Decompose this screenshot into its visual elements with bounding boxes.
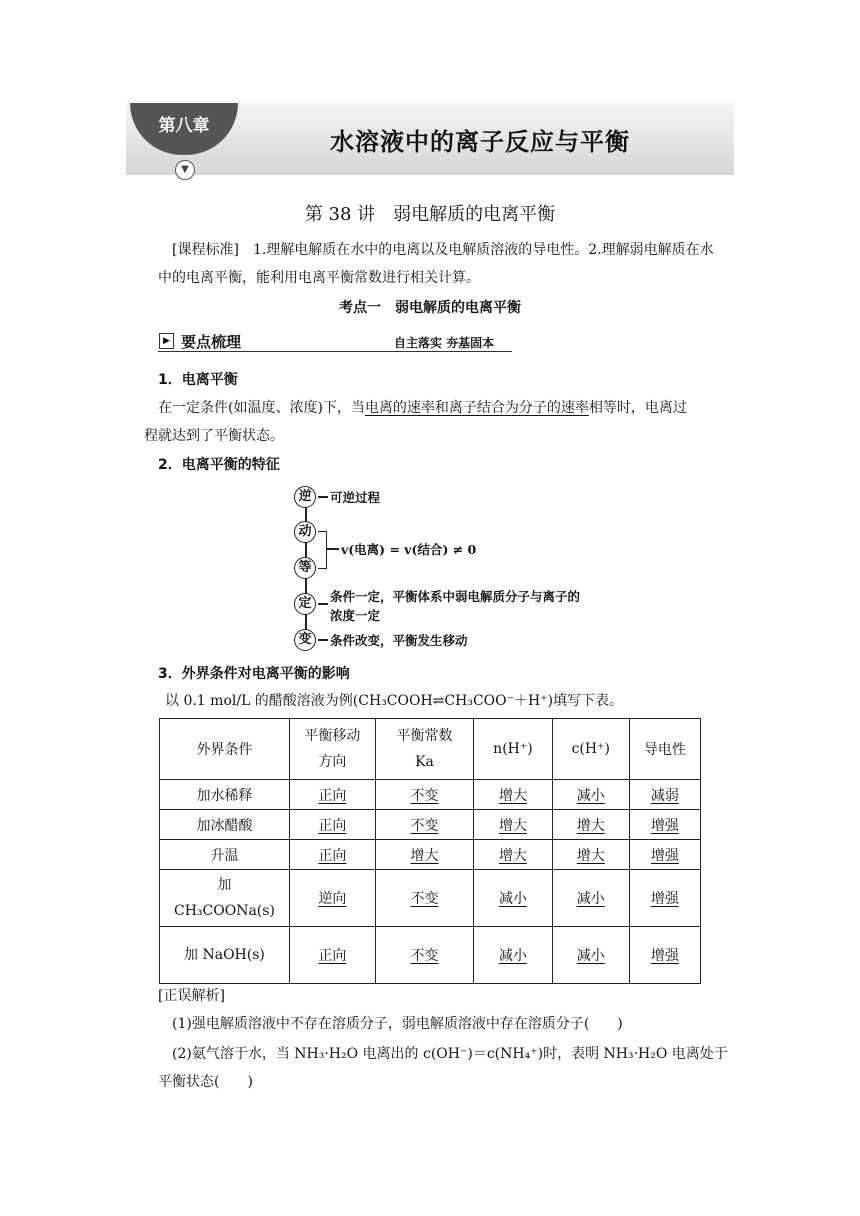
table-row — [160, 840, 701, 870]
table-cell: 不变 — [375, 927, 473, 984]
table-cell: 加 CH₃COONa(s) — [160, 870, 290, 927]
course-standards — [158, 236, 738, 292]
section-title: 要点梳理 — [181, 333, 242, 351]
circle-ni: 逆 — [294, 486, 316, 508]
desc-ni: 可逆过程 — [330, 490, 381, 505]
connector-bian — [318, 639, 328, 641]
item1-line1-post: 相等时，电离过 — [588, 400, 687, 416]
table-cell: 增强 — [629, 870, 700, 927]
table-cell: 增大 — [474, 810, 553, 840]
question-2-line1: (2)氨气溶于水，当 NH₃·H₂O 电离出的 c(OH⁻)＝c(NH₄⁺)时，表明 NH₃·H₂O 电离处于 — [172, 1046, 728, 1062]
table-row — [160, 870, 701, 927]
bracket-dong-deng — [318, 531, 327, 569]
circle-dong: 动 — [294, 521, 316, 543]
connector-dong-deng — [327, 548, 339, 550]
table-cell: 不变 — [375, 810, 473, 840]
desc-bian: 条件改变，平衡发生移动 — [330, 633, 468, 648]
table-cell: 逆向 — [289, 870, 375, 927]
table-cell: 正向 — [289, 927, 375, 984]
question-2-line2: 平衡状态( ) — [158, 1074, 253, 1090]
standards-label: [课程标准] — [172, 242, 239, 258]
item3-heading: 3．外界条件对电离平衡的影响 — [158, 666, 350, 682]
table-cell: 增强 — [629, 810, 700, 840]
table-cell: 正向 — [289, 810, 375, 840]
connector-ni — [318, 496, 328, 498]
table-cell: 减小 — [552, 927, 629, 984]
header-conductivity: 导电性 — [629, 719, 700, 780]
header-ka: 平衡常数 Ka — [375, 719, 473, 780]
chapter-title: 水溶液中的离子反应与平衡 — [330, 128, 630, 156]
circle-deng: 等 — [294, 557, 316, 579]
table-cell: 升温 — [160, 840, 290, 870]
circle-bian: 变 — [294, 629, 316, 651]
circle-ding: 定 — [294, 593, 316, 615]
equilibrium-table — [159, 718, 701, 984]
standards-text-1: 1.理解电解质在水中的电离以及电解质溶液的导电性。2.理解弱电解质在水 — [252, 242, 714, 258]
table-cell: 加冰醋酸 — [160, 810, 290, 840]
table-cell: 加水稀释 — [160, 780, 290, 810]
table-cell: 减小 — [474, 870, 553, 927]
table-row — [160, 780, 701, 810]
table-row — [160, 810, 701, 840]
table-cell: 不变 — [375, 870, 473, 927]
table-cell: 减小 — [474, 927, 553, 984]
table-cell: 增大 — [552, 840, 629, 870]
section-subtitle: 自主落实 夯基固本 — [394, 336, 495, 350]
desc-deng: v(电离) = v(结合) ≠ 0 — [341, 542, 477, 557]
analysis-label: [正误解析] — [158, 988, 225, 1004]
item1-heading: 1．电离平衡 — [158, 372, 238, 388]
chapter-badge: 第八章 — [130, 103, 238, 155]
table-cell: 正向 — [289, 780, 375, 810]
table-cell: 增大 — [474, 840, 553, 870]
item1-line2: 程就达到了平衡状态。 — [144, 428, 284, 444]
chevron-down-icon: ▼ — [175, 160, 195, 180]
table-cell: 增强 — [629, 840, 700, 870]
table-cell: 增大 — [552, 810, 629, 840]
item1-answer: 电离的速率和离子结合为分子的速率 — [364, 400, 589, 416]
table-cell: 正向 — [289, 840, 375, 870]
table-cell: 增大 — [375, 840, 473, 870]
topic-title: 考点一 弱电解质的电离平衡 — [339, 300, 521, 316]
table-cell: 减弱 — [629, 780, 700, 810]
desc-ding-2: 浓度一定 — [330, 608, 381, 623]
item2-heading: 2．电离平衡的特征 — [158, 457, 280, 473]
lecture-title: 第 38 讲 弱电解质的电离平衡 — [304, 204, 556, 225]
table-cell: 加 NaOH(s) — [160, 927, 290, 984]
table-cell: 减小 — [552, 780, 629, 810]
connector-ding — [318, 603, 328, 605]
table-cell: 不变 — [375, 780, 473, 810]
table-cell: 增大 — [474, 780, 553, 810]
header-condition: 外界条件 — [160, 719, 290, 780]
header-c-h: c(H⁺) — [552, 719, 629, 780]
item1-line1-pre: 在一定条件(如温度、浓度)下，当 — [158, 400, 365, 416]
item1-body — [144, 394, 738, 450]
item3-intro: 以 0.1 mol/L 的醋酸溶液为例(CH₃COOH⇌CH₃COO⁻＋H⁺)填写下表。 — [165, 693, 624, 709]
desc-ding-1: 条件一定，平衡体系中弱电解质分子与离子的 — [330, 589, 581, 604]
table-header-row — [160, 719, 701, 780]
table-row — [160, 927, 701, 984]
table-cell: 减小 — [552, 870, 629, 927]
table-cell: 增强 — [629, 927, 700, 984]
header-n-h: n(H⁺) — [474, 719, 553, 780]
header-shift-direction: 平衡移动方向 — [289, 719, 375, 780]
question-1: (1)强电解质溶液中不存在溶质分子，弱电解质溶液中存在溶质分子( ) — [172, 1016, 623, 1032]
standards-text-2: 中的电离平衡，能利用电离平衡常数进行相关计算。 — [158, 270, 480, 286]
play-icon: ▶ — [159, 333, 174, 349]
